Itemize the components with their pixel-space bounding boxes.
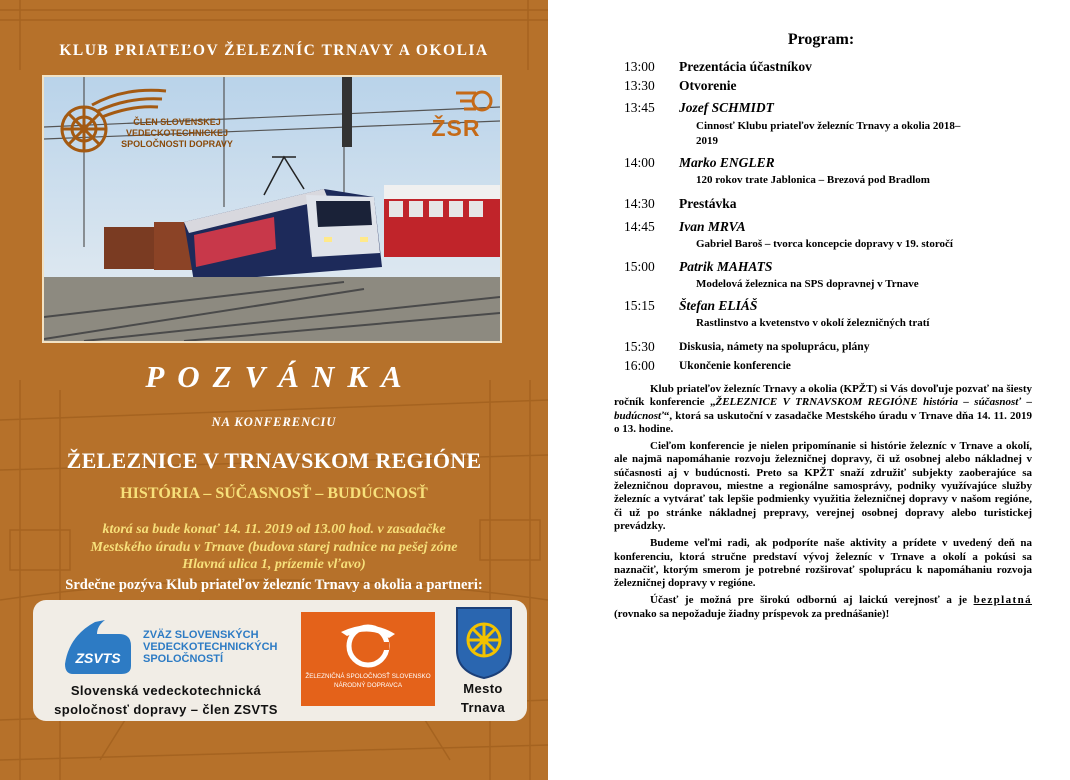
locomotive-photo xyxy=(42,75,502,343)
trnava-crest-icon xyxy=(455,606,513,680)
schedule-item-title: Prezentácia účastníkov xyxy=(679,59,812,74)
paragraph: Klub priateľov železníc Trnavy a okolia (KPŽT) si Vás dovoľuje pozvať na šiesty ročník konferencie „ŽELEZNICE V TRNAVSKOM REGIÓNE história – súčasnosť – budúcnosť“, ktorá sa uskutoční v zasadačke Mestského úradu v Trnave dňa 14. 11. 2019 o 13. hodine. xyxy=(614,383,1032,435)
schedule-time: 14:30 xyxy=(624,196,655,211)
schedule-time: 14:00 xyxy=(624,155,655,170)
zsr-logo-text: ŽSR xyxy=(431,115,481,141)
talk-title: Rastlinstvo a kvetenstvo v okolí železničných tratí xyxy=(696,317,930,329)
talk-title: Modelová železnica na SPS dopravnej v Trnave xyxy=(696,278,919,290)
paragraph: Cieľom konferencie je nielen pripomínanie si histórie železníc v Trnave a okolí, ale najmä napomáhanie rozvoju železničnej dopravy, či už osobnej alebo nákladnej v súčasnosti aj v budúcnosti. Preto sa KPŽT snaží združiť subjekty zaoberajúce sa železničnou dopravou, miestne a regionálne samosprávy, podniky využívajúce služby železníc a vytvárať tak lepšie podmienky využitia železničnej dopravy v našom regióne, či už po stránke nákladnej prepravy, verejnej osobnej dopravy alebo turistickej prevádzky. xyxy=(614,440,1032,532)
speaker-name: Jozef SCHMIDT xyxy=(679,100,774,115)
speaker-name: Marko ENGLER xyxy=(679,155,775,170)
invitation-text xyxy=(614,383,1032,625)
schedule-time: 15:30 xyxy=(624,339,655,354)
speaker-name: Patrik MAHATS xyxy=(679,259,773,274)
schedule-time: 15:15 xyxy=(624,298,655,313)
to-conference-label: NA KONFERENCIU xyxy=(211,415,337,429)
partners-box xyxy=(33,600,527,721)
zssk-name: ŽELEZNIČNÁ SPOLOČNOSŤ SLOVENSKO NÁRODNÝ DOPRAVCA xyxy=(305,673,431,689)
schedule-time: 15:00 xyxy=(624,259,655,274)
club-title: KLUB PRIATEĽOV ŽELEZNÍC TRNAVY A OKOLIA xyxy=(59,42,489,59)
schedule-time: 13:30 xyxy=(624,78,655,93)
conference-subtitle: HISTÓRIA – SÚČASNOSŤ – BUDÚCNOSŤ xyxy=(120,485,428,502)
invited-by-line: Srdečne pozýva Klub priateľov železníc Trnavy a okolia a partneri: xyxy=(65,577,483,593)
zsvts-logo-text: ZSVTS xyxy=(75,650,121,666)
program-title: Program: xyxy=(787,31,855,48)
trnava-caption: Mesto Trnava xyxy=(460,681,506,715)
paragraph: Účasť je možná pre širokú odbornú aj laickú verejnosť a je bezplatná (rovnako sa nepožaduje žiadny príspevok za prednášanie)! xyxy=(614,594,1032,620)
conference-name: ŽELEZNICE V TRNAVSKOM REGIÓNE xyxy=(66,448,482,473)
zssk-logo-box xyxy=(301,612,435,706)
zsvts-caption: Slovenská vedeckotechnická spoločnosť dopravy – člen ZSVTS xyxy=(54,683,278,717)
free-of-charge-label: bezplatná xyxy=(973,594,1032,607)
schedule-item-title: Otvorenie xyxy=(679,78,737,93)
speaker-name: Štefan ELIÁŠ xyxy=(679,298,758,313)
schedule-time: 16:00 xyxy=(624,358,655,373)
zsvts-full-name: ZVÄZ SLOVENSKÝCH VEDECKOTECHNICKÝCH SPOLOČNOSTÍ xyxy=(143,629,278,665)
schedule-item-title: Ukončenie konferencie xyxy=(679,360,791,372)
speaker-name: Ivan MRVA xyxy=(679,219,746,234)
talk-title: Cinnosť Klubu priateľov železníc Trnavy a okolia 2018– 2019 xyxy=(696,120,961,147)
talk-title: 120 rokov trate Jablonica – Brezová pod Bradlom xyxy=(696,174,930,186)
schedule-time: 13:45 xyxy=(624,100,655,115)
schedule-time: 14:45 xyxy=(624,219,655,234)
member-of-society-label: ČLEN SLOVENSKEJ VEDECKOTECHNICKEJ SPOLOČNOSTI DOPRAVY xyxy=(121,117,233,149)
schedule-item-title: Diskusia, námety na spoluprácu, plány xyxy=(679,341,870,353)
program-panel xyxy=(548,0,1070,780)
zsr-logo-icon xyxy=(454,85,496,119)
conference-details: ktorá sa bude konať 14. 11. 2019 od 13.00 hod. v zasadačke Mestského úradu v Trnave (budova starej radnice na pešej zóne Hlavná ulica 1, prízemie vľavo) xyxy=(90,522,458,572)
invitation-title: POZVÁNKA xyxy=(145,359,415,394)
schedule-item-title: Prestávka xyxy=(679,196,737,211)
zsvts-logo-icon xyxy=(59,616,137,678)
schedule-time: 13:00 xyxy=(624,59,655,74)
talk-title: Gabriel Baroš – tvorca koncepcie dopravy v 19. storočí xyxy=(696,238,953,250)
zssk-logo-icon xyxy=(339,620,397,670)
paragraph: Budeme veľmi radi, ak podporíte naše aktivity a prídete v uvedený deň na konferenciu, ktorá stručne predstaví vývoj železníc v Trnave a okolí a pokúsi sa naznačiť, ktorým smerom je potrebné rozširovať spoluprácu k napomáhaniu rozvoja železničnej dopravy v regióne. xyxy=(614,537,1032,590)
